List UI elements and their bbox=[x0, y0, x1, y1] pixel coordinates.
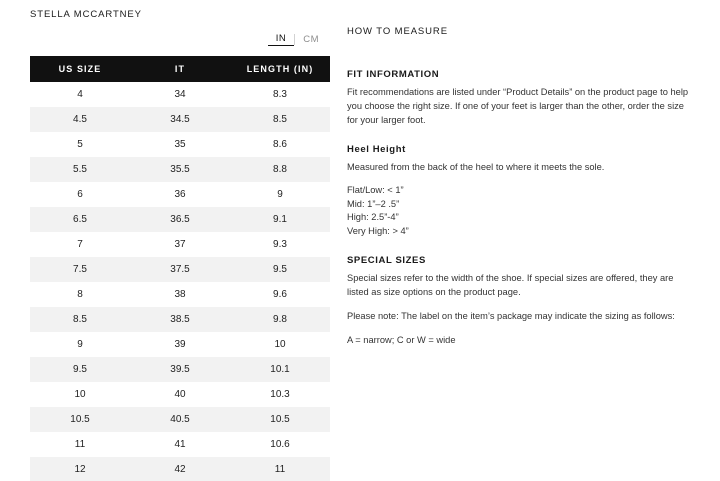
cell-length: 8.8 bbox=[230, 157, 330, 182]
table-row bbox=[30, 232, 330, 257]
heel-range-mid: Mid: 1”–2 .5” bbox=[347, 198, 400, 209]
table-row bbox=[30, 82, 330, 107]
cell-it: 39 bbox=[130, 332, 230, 357]
cell-us-size: 4.5 bbox=[30, 107, 130, 132]
cell-length: 8.3 bbox=[230, 82, 330, 107]
cell-it: 42 bbox=[130, 457, 230, 481]
table-row bbox=[30, 207, 330, 232]
cell-length: 11 bbox=[230, 457, 330, 481]
cell-us-size: 7 bbox=[30, 232, 130, 257]
table-row bbox=[30, 407, 330, 432]
spacer bbox=[347, 127, 692, 144]
special-sizes-note: Please note: The label on the item’s package may indicate the sizing as follows: bbox=[347, 311, 675, 321]
cell-it: 35 bbox=[130, 132, 230, 157]
table-row bbox=[30, 132, 330, 157]
special-sizes-legend: A = narrow; C or W = wide bbox=[347, 335, 456, 345]
cell-us-size: 9 bbox=[30, 332, 130, 357]
how-to-measure-title: HOW TO MEASURE bbox=[347, 26, 448, 37]
cell-length: 9.3 bbox=[230, 232, 330, 257]
cell-us-size: 9.5 bbox=[30, 357, 130, 382]
unit-toggle[interactable] bbox=[30, 30, 330, 48]
cell-length: 10.1 bbox=[230, 357, 330, 382]
table-row bbox=[30, 332, 330, 357]
spacer bbox=[347, 37, 692, 69]
spacer bbox=[347, 299, 692, 309]
unit-option-cm[interactable]: CM bbox=[303, 33, 319, 45]
cell-us-size: 8.5 bbox=[30, 307, 130, 332]
table-row bbox=[30, 307, 330, 332]
cell-it: 38.5 bbox=[130, 307, 230, 332]
column-header-us-size: US SIZE bbox=[30, 56, 130, 82]
cell-length: 10.3 bbox=[230, 382, 330, 407]
heel-range-flat-low: Flat/Low: < 1” bbox=[347, 185, 404, 195]
cell-us-size: 4 bbox=[30, 82, 130, 107]
fit-information-title: FIT INFORMATION bbox=[347, 69, 440, 80]
cell-length: 9.6 bbox=[230, 282, 330, 307]
cell-it: 40.5 bbox=[130, 407, 230, 432]
how-to-measure-column bbox=[347, 26, 692, 347]
table-row bbox=[30, 357, 330, 382]
cell-length: 9.1 bbox=[230, 207, 330, 232]
table-row bbox=[30, 382, 330, 407]
heel-height-title: Heel Height bbox=[347, 144, 406, 155]
fit-information-text: Fit recommendations are listed under “Product Details” on the product page to help you choose the right size. If one of your feet is larger than the other, order the size for your larger foot. bbox=[347, 87, 689, 125]
cell-it: 34 bbox=[130, 82, 230, 107]
cell-it: 36.5 bbox=[130, 207, 230, 232]
cell-length: 9 bbox=[230, 182, 330, 207]
cell-it: 37 bbox=[130, 232, 230, 257]
cell-length: 9.8 bbox=[230, 307, 330, 332]
unit-option-in[interactable]: IN bbox=[268, 33, 295, 46]
spacer bbox=[347, 238, 692, 255]
table-header-row bbox=[30, 56, 330, 82]
column-header-length: LENGTH (IN) bbox=[230, 56, 330, 82]
cell-us-size: 10 bbox=[30, 382, 130, 407]
heel-height-ranges bbox=[347, 184, 692, 238]
cell-it: 38 bbox=[130, 282, 230, 307]
cell-us-size: 10.5 bbox=[30, 407, 130, 432]
cell-length: 10.5 bbox=[230, 407, 330, 432]
table-row bbox=[30, 107, 330, 132]
size-table-head bbox=[30, 56, 330, 82]
cell-us-size: 6.5 bbox=[30, 207, 130, 232]
table-row bbox=[30, 157, 330, 182]
table-row bbox=[30, 182, 330, 207]
table-row bbox=[30, 282, 330, 307]
cell-it: 36 bbox=[130, 182, 230, 207]
cell-us-size: 12 bbox=[30, 457, 130, 481]
column-header-it: IT bbox=[130, 56, 230, 82]
heel-height-text: Measured from the back of the heel to where it meets the sole. bbox=[347, 162, 605, 172]
cell-it: 41 bbox=[130, 432, 230, 457]
cell-us-size: 8 bbox=[30, 282, 130, 307]
table-row bbox=[30, 457, 330, 481]
cell-it: 39.5 bbox=[130, 357, 230, 382]
cell-it: 34.5 bbox=[130, 107, 230, 132]
cell-us-size: 5.5 bbox=[30, 157, 130, 182]
spacer bbox=[347, 174, 692, 184]
cell-us-size: 11 bbox=[30, 432, 130, 457]
cell-it: 40 bbox=[130, 382, 230, 407]
cell-length: 10.6 bbox=[230, 432, 330, 457]
cell-us-size: 6 bbox=[30, 182, 130, 207]
spacer bbox=[347, 323, 692, 333]
heel-range-high: High: 2.5”-4” bbox=[347, 212, 399, 222]
cell-us-size: 7.5 bbox=[30, 257, 130, 282]
table-row bbox=[30, 432, 330, 457]
cell-it: 35.5 bbox=[130, 157, 230, 182]
cell-length: 8.6 bbox=[230, 132, 330, 157]
cell-length: 9.5 bbox=[230, 257, 330, 282]
cell-length: 8.5 bbox=[230, 107, 330, 132]
size-table-body bbox=[30, 82, 330, 481]
cell-length: 10 bbox=[230, 332, 330, 357]
special-sizes-text: Special sizes refer to the width of the shoe. If special sizes are offered, they are listed as size options on the product page. bbox=[347, 273, 674, 297]
heel-range-very-high: Very High: > 4” bbox=[347, 225, 409, 236]
special-sizes-title: SPECIAL SIZES bbox=[347, 255, 426, 266]
table-row bbox=[30, 257, 330, 282]
size-table-column bbox=[30, 30, 330, 481]
cell-it: 37.5 bbox=[130, 257, 230, 282]
brand-title: STELLA MCCARTNEY bbox=[30, 9, 142, 20]
size-table bbox=[30, 56, 330, 481]
cell-us-size: 5 bbox=[30, 132, 130, 157]
